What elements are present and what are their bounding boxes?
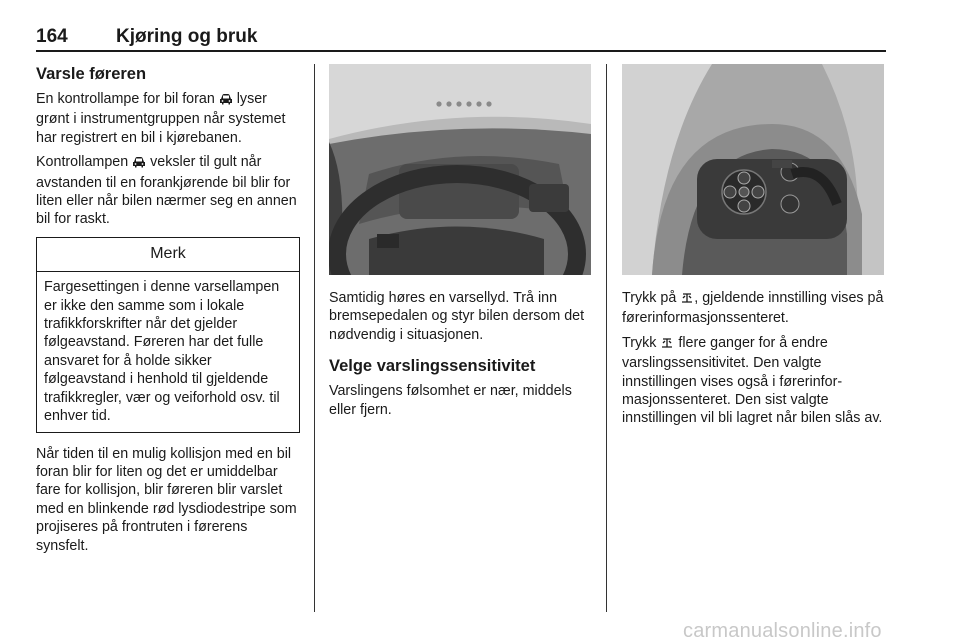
- paragraph: Samtidig høres en varsellyd. Trå inn bremsepedalen og styr bilen dersom det nødvendig i situasjonen.: [329, 290, 585, 343]
- watermark: carmanualsonline.info: [683, 620, 882, 642]
- header-divider: [36, 50, 886, 52]
- text: flere ganger for å endre varslingssensitivitet. Den valgte innstillingen vises også i førerinformasjonssenteret. Den sist valgte innstillingen vil bli lagret når bilen slås av.: [622, 334, 883, 427]
- paragraph: [36, 90, 300, 147]
- text: Trykk: [622, 334, 661, 351]
- page-header: [36, 26, 886, 52]
- section-heading: Varsle føreren: [36, 65, 147, 83]
- column-right: [622, 64, 886, 434]
- text: En kontrollampe for bil foran: [36, 91, 219, 107]
- note-box: [36, 237, 300, 433]
- car-front-icon: [132, 155, 146, 173]
- column-divider: [314, 64, 315, 612]
- page-title: Kjøring og bruk: [116, 26, 258, 47]
- paragraph: [36, 153, 300, 229]
- paragraph: Varslingens følsomhet er nær, middels eller fjern.: [329, 383, 572, 418]
- section-heading: Velge varslingssensitivitet: [329, 357, 536, 376]
- column-left: [36, 64, 300, 561]
- paragraph: Når tiden til en mulig kollisjon med en bil foran blir for liten og det er umiddelbar fare for kollisjon, blir føreren blir varslet med en blinkende rød lysdiodestripe som projiseres på frontruten i førerens synsfelt.: [36, 445, 297, 554]
- text: , gjeldende innstilling vises på førerinformasjonssenteret.: [622, 290, 884, 327]
- paragraph: [622, 334, 886, 428]
- text: Kontrollampen: [36, 154, 133, 171]
- following-distance-icon: [660, 336, 674, 354]
- note-title: Merk: [37, 238, 299, 272]
- text: Trykk på: [622, 290, 681, 306]
- text: lyser grønt i instrumentgruppen når systemet har registrert en bil i kjørebanen.: [36, 91, 286, 146]
- steering-wheel-controls-illustration: [622, 64, 884, 275]
- column-divider: [606, 64, 607, 612]
- text: veksler til gult når avstanden til en forankjørende bil blir for liten eller når bilen nærmer seg en annen bil for raskt.: [36, 154, 297, 228]
- following-distance-icon: [680, 291, 694, 309]
- note-body: Fargesettingen i denne varsellampen er ikke den samme som i lokale trafikkforskrifter når det gjelder følgeavstand. Føreren har det fulle ansvaret for å holde sikker følgeavstand i henhold til gjeldende trafikkregler, vær og veiforhold osv. til enhver tid.: [44, 279, 280, 425]
- dashboard-illustration: [329, 64, 591, 275]
- car-front-icon: [219, 92, 233, 110]
- column-middle: [329, 64, 591, 425]
- paragraph: [622, 289, 886, 328]
- page-number: 164: [36, 26, 68, 47]
